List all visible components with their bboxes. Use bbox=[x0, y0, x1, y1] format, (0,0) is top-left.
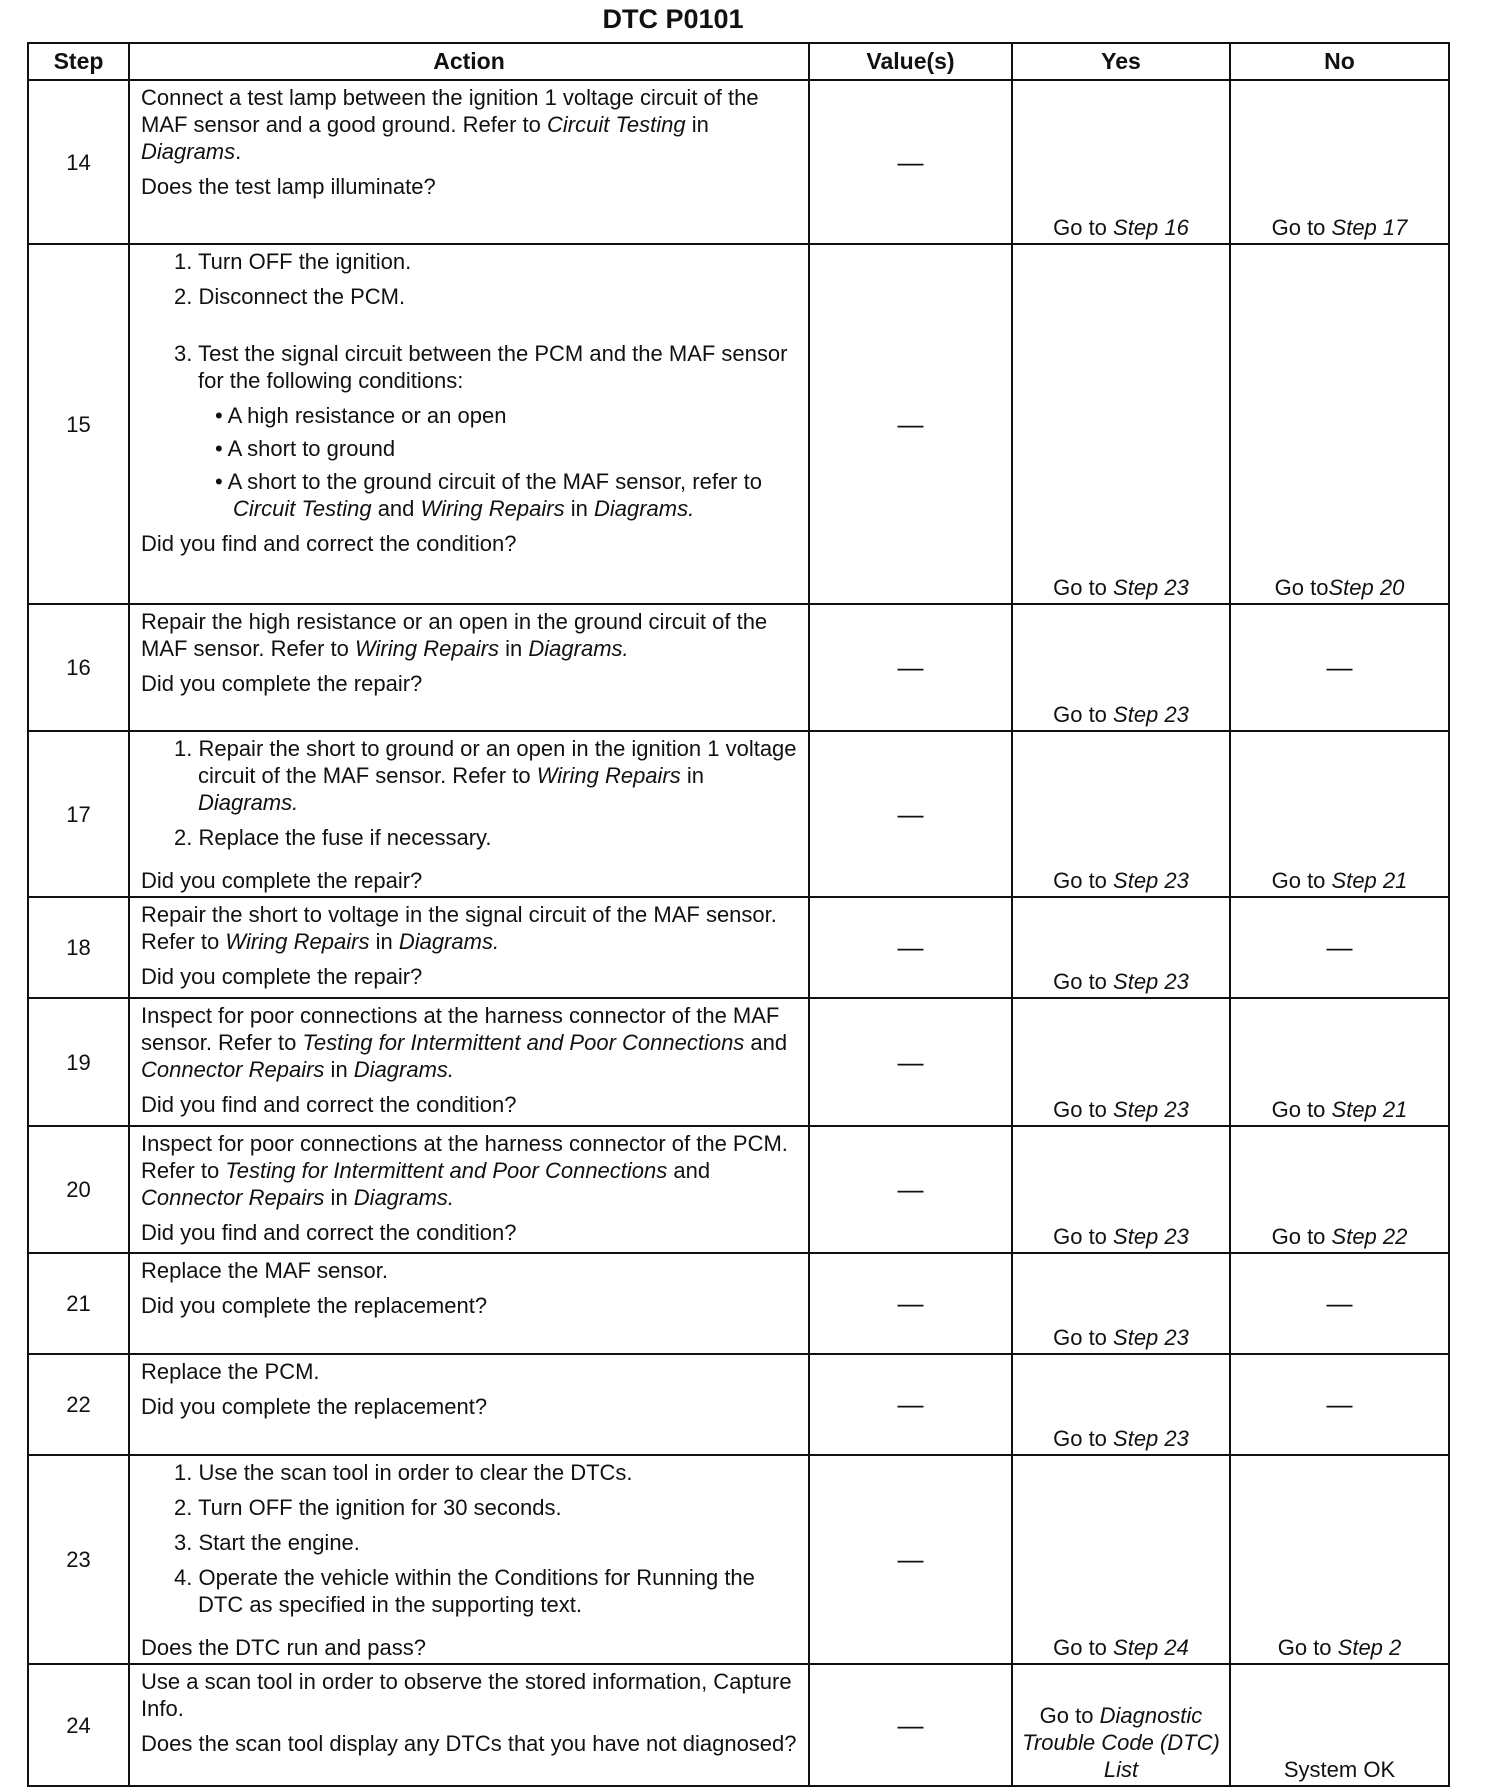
action-content bbox=[130, 732, 808, 896]
action-instructions bbox=[141, 901, 798, 955]
instruction-text bbox=[141, 1358, 798, 1385]
text-segment: Replace the MAF sensor. bbox=[141, 1258, 389, 1283]
action-question: Did you complete the repair? bbox=[141, 964, 423, 989]
instruction-text bbox=[141, 901, 798, 955]
step-number: 24 bbox=[28, 1664, 129, 1786]
italic-reference: Step 2 bbox=[1337, 1635, 1402, 1660]
italic-reference: Testing for Intermittent and Poor Connections bbox=[302, 1030, 745, 1055]
no-result bbox=[1230, 244, 1449, 604]
text-segment: Go to bbox=[1053, 215, 1114, 240]
text-segment: Go to bbox=[1053, 1097, 1114, 1122]
action-question: Does the DTC run and pass? bbox=[141, 1635, 426, 1660]
text-segment: Repair the short to voltage in the signal circuit of the MAF sensor. Refer to bbox=[141, 902, 777, 954]
action-cell bbox=[129, 998, 809, 1126]
text-segment: Go to bbox=[1053, 1635, 1114, 1660]
action-content bbox=[130, 81, 808, 202]
table-row bbox=[28, 80, 1449, 244]
italic-reference: Step 23 bbox=[1113, 1097, 1189, 1122]
text-segment: Go to bbox=[1053, 969, 1114, 994]
italic-reference: Diagrams. bbox=[198, 790, 299, 815]
value-cell: — bbox=[809, 1664, 1012, 1786]
table-row bbox=[28, 998, 1449, 1126]
action-content bbox=[130, 1665, 808, 1759]
italic-reference: Testing for Intermittent and Poor Connections bbox=[225, 1158, 668, 1183]
text-segment: Go to bbox=[1274, 575, 1329, 600]
text-segment: Inspect for poor connections at the harness connector of the PCM. Refer to bbox=[141, 1131, 788, 1183]
action-cell bbox=[129, 731, 809, 897]
action-question: Did you complete the replacement? bbox=[141, 1394, 488, 1419]
diagnostic-table bbox=[27, 42, 1450, 1787]
table-row bbox=[28, 1455, 1449, 1664]
italic-reference: Circuit Testing bbox=[233, 496, 372, 521]
no-result bbox=[1230, 1253, 1449, 1354]
text-segment: . bbox=[235, 139, 242, 164]
italic-reference: Diagrams bbox=[141, 139, 236, 164]
yes-result bbox=[1012, 1354, 1230, 1455]
yes-result bbox=[1012, 244, 1230, 604]
yes-result bbox=[1012, 1664, 1230, 1786]
text-segment: 2. Disconnect the PCM. bbox=[174, 284, 406, 309]
text-segment: — bbox=[1326, 1389, 1353, 1419]
text-segment: Go to bbox=[1053, 1426, 1114, 1451]
numbered-step bbox=[141, 283, 798, 310]
value-cell: — bbox=[809, 1455, 1012, 1664]
action-cell bbox=[129, 604, 809, 731]
action-question: Did you complete the repair? bbox=[141, 671, 423, 696]
italic-reference: Wiring Repairs bbox=[420, 496, 565, 521]
table-row bbox=[28, 1253, 1449, 1354]
text-segment: 1. Use the scan tool in order to clear the DTCs. bbox=[174, 1460, 633, 1485]
italic-reference: Step 23 bbox=[1113, 575, 1189, 600]
table-row bbox=[28, 244, 1449, 604]
action-content bbox=[130, 1456, 808, 1663]
text-segment: and bbox=[744, 1030, 788, 1055]
action-question: Does the test lamp illuminate? bbox=[141, 174, 436, 199]
italic-reference: Step 23 bbox=[1113, 1325, 1189, 1350]
numbered-step bbox=[141, 340, 798, 394]
text-segment: • A short to ground bbox=[215, 436, 396, 461]
value-cell: — bbox=[809, 80, 1012, 244]
text-segment: 1. Repair the short to ground or an open in the ignition 1 voltage circuit of the MAF sensor. Refer to bbox=[174, 736, 797, 788]
text-segment: in bbox=[680, 763, 705, 788]
action-question: Did you find and correct the condition? bbox=[141, 531, 517, 556]
action-cell bbox=[129, 1354, 809, 1455]
italic-reference: Step 24 bbox=[1113, 1635, 1189, 1660]
text-segment: in bbox=[564, 496, 594, 521]
instruction-text bbox=[141, 1002, 798, 1083]
yes-result bbox=[1012, 1253, 1230, 1354]
action-cell bbox=[129, 1664, 809, 1786]
header-row bbox=[28, 43, 1449, 80]
italic-reference: Step 20 bbox=[1328, 575, 1405, 600]
table-row bbox=[28, 604, 1449, 731]
action-question: Did you complete the repair? bbox=[141, 868, 423, 893]
italic-reference: Step 23 bbox=[1113, 1426, 1189, 1451]
step-number: 17 bbox=[28, 731, 129, 897]
instruction-text bbox=[141, 84, 798, 165]
step-number: 18 bbox=[28, 897, 129, 998]
no-result bbox=[1230, 731, 1449, 897]
text-segment: — bbox=[1326, 652, 1353, 682]
italic-reference: Step 22 bbox=[1331, 1224, 1408, 1249]
step-number: 15 bbox=[28, 244, 129, 604]
no-result bbox=[1230, 897, 1449, 998]
table-row bbox=[28, 1126, 1449, 1253]
step-number: 20 bbox=[28, 1126, 129, 1253]
text-segment: — bbox=[1326, 932, 1353, 962]
step-number: 23 bbox=[28, 1455, 129, 1664]
value-cell: — bbox=[809, 1253, 1012, 1354]
text-segment: 2. Replace the fuse if necessary. bbox=[174, 825, 492, 850]
step-number: 22 bbox=[28, 1354, 129, 1455]
value-cell: — bbox=[809, 1126, 1012, 1253]
italic-reference: Circuit Testing bbox=[547, 112, 686, 137]
action-instructions bbox=[141, 1358, 798, 1385]
text-segment: Go to bbox=[1271, 868, 1332, 893]
value-cell: — bbox=[809, 998, 1012, 1126]
italic-reference: Step 23 bbox=[1113, 1224, 1189, 1249]
no-result bbox=[1230, 1126, 1449, 1253]
text-segment: in bbox=[324, 1057, 354, 1082]
no-result bbox=[1230, 1664, 1449, 1786]
italic-reference: Step 21 bbox=[1331, 868, 1408, 893]
numbered-step bbox=[141, 1564, 798, 1618]
text-segment: Go to bbox=[1271, 1097, 1332, 1122]
header-action: Action bbox=[129, 43, 809, 80]
text-segment: 2. Turn OFF the ignition for 30 seconds. bbox=[174, 1495, 562, 1520]
instruction-text bbox=[141, 608, 798, 662]
no-result bbox=[1230, 1455, 1449, 1664]
header-yes: Yes bbox=[1012, 43, 1230, 80]
text-segment: Go to bbox=[1277, 1635, 1338, 1660]
table-row bbox=[28, 1354, 1449, 1455]
value-cell: — bbox=[809, 897, 1012, 998]
table-row bbox=[28, 897, 1449, 998]
yes-result bbox=[1012, 897, 1230, 998]
italic-reference: Diagrams. bbox=[593, 496, 695, 521]
italic-reference: Step 21 bbox=[1331, 1097, 1408, 1122]
numbered-step bbox=[141, 1459, 798, 1486]
value-cell: — bbox=[809, 244, 1012, 604]
action-cell bbox=[129, 80, 809, 244]
action-instructions bbox=[141, 608, 798, 662]
text-segment: Go to bbox=[1271, 215, 1332, 240]
no-result bbox=[1230, 80, 1449, 244]
text-segment: and bbox=[667, 1158, 711, 1183]
action-instructions bbox=[141, 248, 798, 522]
page-title: DTC P0101 bbox=[602, 4, 744, 34]
numbered-step bbox=[141, 1494, 798, 1521]
yes-result bbox=[1012, 604, 1230, 731]
text-segment: in bbox=[685, 112, 709, 137]
text-segment: Go to bbox=[1053, 575, 1114, 600]
header-no: No bbox=[1230, 43, 1449, 80]
text-segment: • A high resistance or an open bbox=[215, 403, 507, 428]
text-segment: Inspect for poor connections at the harness connector of the MAF sensor. Refer to bbox=[141, 1003, 780, 1055]
action-instructions bbox=[141, 735, 798, 859]
action-question: Did you complete the replacement? bbox=[141, 1293, 488, 1318]
action-instructions bbox=[141, 84, 798, 165]
action-content bbox=[130, 999, 808, 1120]
no-result bbox=[1230, 998, 1449, 1126]
numbered-step bbox=[141, 1529, 798, 1556]
action-content bbox=[130, 1355, 808, 1422]
no-result bbox=[1230, 604, 1449, 731]
text-segment: Go to bbox=[1053, 1325, 1114, 1350]
value-cell: — bbox=[809, 731, 1012, 897]
action-content bbox=[130, 898, 808, 992]
text-segment: • A short to the ground circuit of the MAF sensor, refer to bbox=[215, 469, 762, 494]
table-row bbox=[28, 1664, 1449, 1786]
action-cell bbox=[129, 1455, 809, 1664]
italic-reference: Connector Repairs bbox=[141, 1057, 325, 1082]
yes-result bbox=[1012, 998, 1230, 1126]
text-segment: — bbox=[1326, 1288, 1353, 1318]
text-segment: 1. Turn OFF the ignition. bbox=[174, 249, 412, 274]
yes-result bbox=[1012, 80, 1230, 244]
header-step: Step bbox=[28, 43, 129, 80]
italic-reference: Step 16 bbox=[1113, 215, 1189, 240]
italic-reference: Wiring Repairs bbox=[354, 636, 500, 661]
bullet-item bbox=[141, 402, 798, 429]
no-result bbox=[1230, 1354, 1449, 1455]
table-row bbox=[28, 731, 1449, 897]
text-segment: Use a scan tool in order to observe the stored information, Capture Info. bbox=[141, 1669, 792, 1721]
action-instructions bbox=[141, 1459, 798, 1626]
yes-result bbox=[1012, 1455, 1230, 1664]
italic-reference: Step 23 bbox=[1113, 702, 1189, 727]
text-segment: 3. Test the signal circuit between the PCM and the MAF sensor for the following conditions: bbox=[174, 341, 788, 393]
action-cell bbox=[129, 244, 809, 604]
text-segment: Go to bbox=[1053, 702, 1114, 727]
yes-result bbox=[1012, 731, 1230, 897]
action-cell bbox=[129, 1253, 809, 1354]
action-question: Did you find and correct the condition? bbox=[141, 1220, 517, 1245]
value-cell: — bbox=[809, 604, 1012, 731]
numbered-step bbox=[141, 248, 798, 275]
text-segment: 4. Operate the vehicle within the Conditions for Running the DTC as specified in the supporting text. bbox=[174, 1565, 755, 1617]
step-number: 14 bbox=[28, 80, 129, 244]
yes-result bbox=[1012, 1126, 1230, 1253]
text-segment: in bbox=[369, 929, 399, 954]
step-number: 16 bbox=[28, 604, 129, 731]
text-segment: in bbox=[324, 1185, 354, 1210]
italic-reference: Step 23 bbox=[1113, 868, 1189, 893]
numbered-step bbox=[141, 824, 798, 851]
value-cell: — bbox=[809, 1354, 1012, 1455]
action-instructions bbox=[141, 1002, 798, 1083]
text-segment: Repair the high resistance or an open in the ground circuit of the MAF sensor. Refer to bbox=[141, 609, 768, 661]
action-question: Does the scan tool display any DTCs that you have not diagnosed? bbox=[141, 1731, 797, 1756]
instruction-text bbox=[141, 1668, 798, 1722]
action-question: Did you find and correct the condition? bbox=[141, 1092, 517, 1117]
step-number: 21 bbox=[28, 1253, 129, 1354]
action-instructions bbox=[141, 1130, 798, 1211]
action-content bbox=[130, 1254, 808, 1321]
action-content bbox=[130, 245, 808, 559]
action-content bbox=[130, 1127, 808, 1248]
italic-reference: Diagrams. bbox=[353, 1057, 455, 1082]
italic-reference: Diagnostic Trouble Code (DTC) List bbox=[1022, 1703, 1220, 1782]
text-segment: Connect a test lamp between the ignition 1 voltage circuit of the MAF sensor and a good ground. Refer to bbox=[141, 85, 759, 137]
italic-reference: Step 23 bbox=[1113, 969, 1189, 994]
italic-reference: Wiring Repairs bbox=[536, 763, 681, 788]
action-instructions bbox=[141, 1668, 798, 1722]
italic-reference: Diagrams. bbox=[398, 929, 500, 954]
italic-reference: Connector Repairs bbox=[141, 1185, 325, 1210]
text-segment: in bbox=[499, 636, 529, 661]
text-segment: and bbox=[371, 496, 421, 521]
action-instructions bbox=[141, 1257, 798, 1284]
text-segment: Go to bbox=[1053, 1224, 1114, 1249]
text-segment: System OK bbox=[1283, 1757, 1396, 1782]
italic-reference: Diagrams. bbox=[528, 636, 629, 661]
text-segment: Go to bbox=[1271, 1224, 1332, 1249]
numbered-step bbox=[141, 735, 798, 816]
instruction-text bbox=[141, 1257, 798, 1284]
italic-reference: Step 17 bbox=[1331, 215, 1408, 240]
action-content bbox=[130, 605, 808, 699]
italic-reference: Wiring Repairs bbox=[225, 929, 370, 954]
action-cell bbox=[129, 897, 809, 998]
text-segment: Replace the PCM. bbox=[141, 1359, 320, 1384]
step-number: 19 bbox=[28, 998, 129, 1126]
instruction-text bbox=[141, 1130, 798, 1211]
text-segment: Go to bbox=[1053, 868, 1114, 893]
bullet-item bbox=[141, 468, 798, 522]
text-segment: 3. Start the engine. bbox=[174, 1530, 360, 1555]
text-segment: Go to bbox=[1039, 1703, 1100, 1728]
italic-reference: Diagrams. bbox=[353, 1185, 455, 1210]
header-values: Value(s) bbox=[809, 43, 1012, 80]
bullet-item bbox=[141, 435, 798, 462]
action-cell bbox=[129, 1126, 809, 1253]
